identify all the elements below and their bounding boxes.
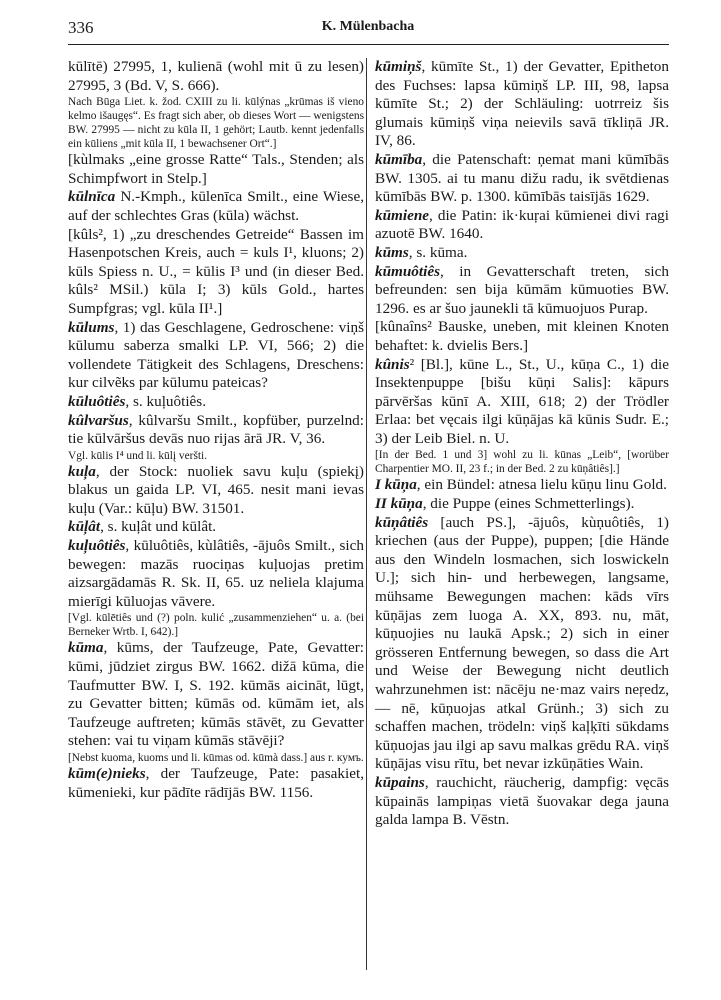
dictionary-entry: [375, 263, 669, 319]
entry-text: N.-Kmph., kūlenīca Smilt., eine Wiese, auf der schlechtes Gras (kūla) wächst.: [68, 188, 364, 224]
entry-text: , kūmīte St., 1) der Gevatter, Epitheton des Fuchses: lapsa kūmiņš LP. III, 98, lapsa kūmīte St.; 2) der Schläuling: uotrreiz šis glumais kūmiņš viņa neievils savā tīkliņā JR. IV, 86.: [375, 58, 669, 150]
entry-text: , die Puppe (eines Schmetterlings).: [422, 495, 635, 513]
dictionary-entry: [375, 514, 669, 774]
dictionary-entry: [375, 207, 669, 244]
entry-note: Vgl. kūlis I⁴ und li. kūlį veršti.: [68, 449, 208, 462]
entry-note: [Vgl. kūlētiês und (?) poln. kulić „zusammenziehen“ u. a. (bei Berneker Wrtb. I, 642).]: [68, 612, 364, 639]
entry-headword: kūma: [68, 639, 104, 657]
right-column: [375, 58, 669, 830]
dictionary-entry: [375, 151, 669, 207]
page-header: [68, 16, 668, 40]
entry-text: [kùlmaks „eine grosse Ratte“ Tals., Stenden; als Schimpfwort in Stelp.]: [68, 151, 364, 187]
entry-headword: kūpains: [375, 773, 425, 791]
entry-text: , kūms, der Taufzeuge, Pate, Gevatter: kūmi, jūdziet zirgus BW. 1662. dižā kūma, die Taufmutter BW. I, S. 192. kūmās aicināt, lūgt, zu Gevatter bitten; kūmās od. kūmām iet, als Taufzeuge auftreten; kūmās stāvēt, zu Gevatter stehen: vai tu viņam kūmās stāvēji?: [68, 639, 364, 750]
dictionary-entry: [68, 463, 364, 519]
entry-note: [In der Bed. 1 und 3] wohl zu li. kūnas „Leib“, [worüber Charpentier MO. II, 23 f.; in der Bed. 2 zu kūņâtiês].]: [375, 449, 669, 476]
entry-headword: kûnis: [375, 355, 410, 373]
dictionary-entry: [68, 537, 364, 639]
entry-headword: kuļa: [68, 462, 96, 480]
entry-headword: kûlvaršus: [68, 411, 129, 429]
dictionary-entry: [68, 412, 364, 463]
entry-text: , in Gevatterschaft treten, sich befreunden: sen bija kūmām kūmuoties BW. 1296. es ar šuo jaunekli tā kūmuojuos Purap.: [375, 262, 669, 317]
entry-text: [kûnaîns² Bauske, uneben, mit kleinen Knoten behaftet: k. dvielis Bers.]: [375, 318, 669, 354]
entry-headword: kūlums: [68, 318, 115, 336]
entry-text: , kūluôtiês, kùlâtiês, -ājuôs Smilt., sich bewegen: mazās ruociņas kuļuojas pretim aizsargādamās R. Sk. II, 65. uz neliela klajuma mierīgi kūluojas vāvere.: [68, 537, 364, 610]
dictionary-entry: [68, 188, 364, 225]
entry-text: , rauchicht, räucherig, dampfig: vęcās kūpainās lampiņas vietā šuovakar dega jauna galda lampa B. Vēstn.: [375, 773, 669, 829]
dictionary-entry: [375, 495, 669, 514]
entry-text: , der Taufzeuge, Pate: pasakiet, kūmenieki, kur pādīte rādījās BW. 1156.: [68, 765, 364, 801]
entry-note: Nach Būga Liet. k. žod. CXIII zu li. kūlýnas „krūmas iš vieno kelmo išaugęs“. Es fragt sich aber, ob dieses Wort — wenigstens BW. 27995 — nicht zu kūla II, 1 gehört; Lautb. kennt jedenfalls ein kūliens „mit kūla II, 1 bewachsener Ort“.]: [68, 96, 364, 151]
entry-text: , die Patenschaft: ņemat mani kūmībās BW. 1305. ai tu manu dižu radu, ik svētdienas kūmībās BW. p. 1300. kūmībās taisījās 1629.: [375, 150, 669, 206]
dictionary-entry: [68, 765, 364, 802]
dictionary-entry: [375, 244, 669, 263]
entry-text: [auch PS.], -ājuôs, kùņuôtiês, 1) kriechen (aus der Puppe), puppen; [die Hände aus den Windeln losmachen, sich loswickeln U.]; sich hin- und herbewegen, langsame, mühsame Bewegungen machen: kāds vīrs kūņājas zem luoga A. XX, 893. nu, māt, kūņuojies nu laukā Apsk.; 2) sich in einer grösseren Entfernung bewegen, so dass die Art und Weise der Bewegung nicht deutlich wahrzunehmen ist: nācēju ne·maz vairs neŗedz, — nē, kūņuojas atkal Grünh.; 3) sich zu schaffen machen, trödeln: viņš kaļķīti sūkdams kūņuojas jau ilgi ap savu malkas grēdu RA. viņš kūņājas visu rītu, bet nevar izkūņāties Wain.: [375, 513, 670, 773]
header-rule: [68, 44, 669, 45]
entry-headword: I kūņa: [375, 476, 417, 494]
left-column: [68, 58, 364, 802]
page-number: 336: [68, 18, 94, 37]
entry-headword: kūmiņš: [375, 58, 422, 75]
entry-headword: kūms: [375, 243, 409, 261]
entry-headword: II kūņa: [375, 495, 423, 513]
entry-headword: kūmība: [375, 150, 423, 168]
entry-note: [Nebst kuoma, kuoms und li. kūmas od. kūmà dass.] aus r. кумъ.: [68, 752, 364, 764]
dictionary-entry: [68, 518, 364, 537]
entry-headword: kūm(e)nieks: [68, 765, 146, 782]
entry-headword: kūmiene: [375, 206, 430, 224]
column-divider: [366, 58, 367, 970]
entry-headword: kūlnīca: [68, 188, 116, 206]
entry-text: [kûls², 1) „zu dreschendes Getreide“ Bassen im Hasenpotschen Kreis, auch = kuls I¹, kluons; 2) kūls Spiess n. U., = kūlis I³ und (in dieser Bed. kûls² MSil.) kūla I; 3) kūls Gold., hartes Sumpfgras; vgl. kūla II¹.]: [68, 225, 364, 317]
entry-headword: kuļuôtiês: [68, 537, 126, 555]
dictionary-entry: [68, 151, 364, 188]
dictionary-entry: [68, 319, 364, 393]
entry-text: , s. kuļuôtiês.: [125, 392, 206, 410]
entry-headword: kūļât: [68, 518, 101, 536]
dictionary-entry: [375, 774, 669, 830]
running-title: K. Mülenbacha: [321, 19, 415, 34]
entry-headword: kūmuôtiês: [375, 262, 440, 280]
entry-headword: kūluôtiês: [68, 392, 126, 410]
dictionary-entry: [68, 639, 364, 765]
dictionary-entry: [68, 393, 364, 412]
entry-text: , 1) das Geschlagene, Gedroschene: viņš kūlumu saberza smalki LP. VI, 566; 2) die vollendete Tätigkeit des Schlagens, Dreschens: kur cilvẽks par kūlumu pateicas?: [68, 318, 364, 392]
entry-text: , kûlvaršu Smilt., kopfüber, purzelnd: tie kūlvāršus devās nuo rijas ārā JR. V, 36.: [68, 411, 364, 448]
dictionary-entry: [375, 476, 669, 495]
dictionary-entry: [375, 356, 669, 477]
entry-text: , ein Bündel: atnesa lielu kūņu linu Gold.: [416, 476, 667, 494]
entry-text: , die Patin: ik·kuŗai kūmienei divi ragi azuotē BW. 1640.: [375, 206, 669, 243]
entry-text: , s. kūma.: [408, 243, 468, 261]
dictionary-entry: [68, 58, 364, 151]
dictionary-entry: [68, 226, 364, 319]
entry-text: , s. kuļât und kūlât.: [100, 518, 217, 536]
entry-text: ² [Bl.], kūne L., St., U., kūņa C., 1) die Insektenpuppe [bišu kūņi Salis]: kāpurs pārvēršas kūnī A. XIII, 618; 2) der Trödler Erlaa: bet vęcais ilgi kūņājas kā kūnis Sudr. E.; 3) der Leib Biel. n. U.: [375, 355, 669, 447]
dictionary-entry: [375, 318, 669, 355]
dictionary-entry: [375, 58, 669, 151]
entry-headword: kūņâtiês: [375, 513, 429, 531]
entry-text: kūlītē) 27995, 1, kulienā (wohl mit ū zu lesen) 27995, 3 (Bd. V, S. 666).: [68, 58, 364, 94]
entry-text: , der Stock: nuoliek savu kuļu (spiekį) blakus un gaida LP. VI, 465. nesit mani ievas kuļu (Var.: kūļu) BW. 31501.: [68, 462, 364, 517]
